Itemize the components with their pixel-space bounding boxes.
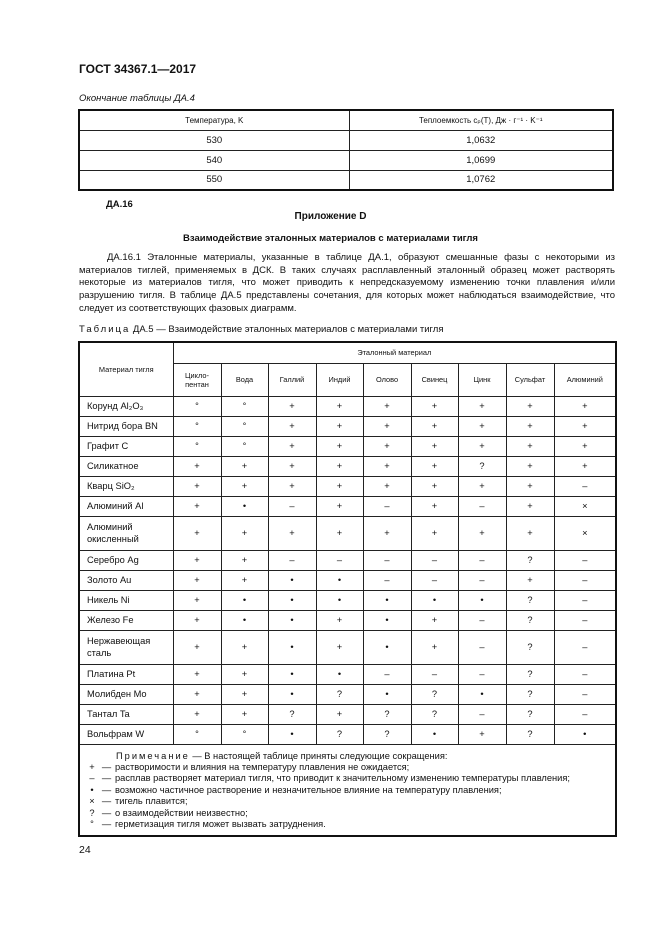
legend-text: растворимости и влияния на температуру плавления не ожидается; — [115, 761, 410, 772]
cell-crucible-material: Никель Ni — [79, 590, 173, 610]
cell-interaction: + — [363, 436, 411, 456]
cell-interaction: + — [221, 630, 268, 664]
legend-item — [86, 808, 607, 820]
cell-interaction: • — [554, 724, 616, 744]
cell-interaction: + — [268, 476, 316, 496]
cell-interaction: – — [411, 550, 458, 570]
cell-interaction: – — [554, 704, 616, 724]
cell-interaction: + — [173, 630, 221, 664]
cell-interaction: + — [268, 416, 316, 436]
note-label: Примечание — [116, 750, 190, 761]
cell-interaction: ° — [173, 724, 221, 744]
cell-interaction: + — [221, 664, 268, 684]
cell-interaction: ? — [506, 550, 554, 570]
cell-interaction: + — [173, 456, 221, 476]
table-row — [79, 550, 616, 570]
col-header-reference: Цинк — [458, 363, 506, 396]
cell-interaction: – — [458, 630, 506, 664]
cell-interaction: ? — [506, 664, 554, 684]
col-header-reference: Цикло- пентан — [173, 363, 221, 396]
cell-interaction: – — [458, 570, 506, 590]
cell-interaction: + — [173, 610, 221, 630]
cell-interaction: ? — [506, 684, 554, 704]
cell-interaction: + — [411, 496, 458, 516]
col-header-reference: Алюминий — [554, 363, 616, 396]
cell-interaction: • — [268, 724, 316, 744]
cell-interaction: • — [363, 590, 411, 610]
cell-interaction: + — [173, 570, 221, 590]
table-row — [79, 610, 616, 630]
cell-crucible-material: Нержавеющая сталь — [79, 630, 173, 664]
cell-interaction: – — [554, 664, 616, 684]
cell-interaction: + — [554, 456, 616, 476]
cell-crucible-material: Кварц SiO₂ — [79, 476, 173, 496]
cell-interaction: ? — [506, 590, 554, 610]
appendix-heading: Взаимодействие эталонных материалов с материалами тигля — [183, 233, 478, 244]
cell-heat-capacity: 1,0762 — [349, 170, 613, 190]
cell-interaction: • — [458, 590, 506, 610]
cell-interaction: + — [173, 550, 221, 570]
cell-crucible-material: Платина Pt — [79, 664, 173, 684]
cell-interaction: + — [363, 456, 411, 476]
table-note — [79, 744, 616, 836]
legend-dash: — — [101, 796, 112, 807]
cell-interaction: + — [316, 396, 363, 416]
table-note-row — [79, 744, 616, 836]
cell-interaction: + — [554, 436, 616, 456]
cell-interaction: + — [506, 416, 554, 436]
table-row — [79, 456, 616, 476]
legend-text: возможно частичное растворение и незначительное влияние на температуру плавления; — [115, 784, 502, 795]
cell-interaction: – — [458, 610, 506, 630]
cell-interaction: ? — [411, 684, 458, 704]
cell-interaction: + — [316, 704, 363, 724]
cell-interaction: + — [316, 610, 363, 630]
cell-interaction: ? — [268, 704, 316, 724]
cell-interaction: ° — [221, 436, 268, 456]
table-row — [79, 396, 616, 416]
cell-interaction: + — [316, 496, 363, 516]
cell-interaction: ° — [221, 396, 268, 416]
cell-interaction: + — [363, 516, 411, 550]
legend-symbol: ° — [90, 819, 94, 830]
cell-interaction: + — [221, 570, 268, 590]
legend-item — [86, 796, 607, 808]
table-da4-continuation — [78, 109, 614, 191]
note-title — [86, 751, 607, 761]
cell-interaction: + — [363, 396, 411, 416]
col-header-reference: Свинец — [411, 363, 458, 396]
cell-interaction: + — [221, 516, 268, 550]
cell-interaction: – — [268, 496, 316, 516]
cell-interaction: + — [506, 396, 554, 416]
table-row — [79, 516, 616, 550]
legend-symbol: • — [90, 784, 94, 795]
cell-temperature: 540 — [79, 150, 349, 170]
cell-interaction: – — [363, 664, 411, 684]
cell-interaction: + — [458, 396, 506, 416]
cell-interaction: • — [316, 664, 363, 684]
cell-temperature: 530 — [79, 130, 349, 150]
cell-temperature: 550 — [79, 170, 349, 190]
legend-dash: — — [101, 773, 112, 784]
cell-crucible-material: Силикатное — [79, 456, 173, 476]
legend-text: расплав растворяет материал тигля, что приводит к значительному изменению температуры плавления; — [115, 773, 570, 784]
legend-dash: — — [101, 819, 112, 830]
cell-interaction: ? — [363, 724, 411, 744]
table-row — [79, 664, 616, 684]
table-caption-label: Таблица — [79, 324, 131, 335]
cell-interaction: ? — [316, 724, 363, 744]
cell-crucible-material: Золото Au — [79, 570, 173, 590]
section-label: ДА.16 — [106, 199, 133, 210]
table-row — [79, 436, 616, 456]
note-intro: — В настоящей таблице приняты следующие сокращения: — [189, 750, 448, 761]
cell-interaction: – — [554, 684, 616, 704]
cell-interaction: + — [221, 704, 268, 724]
cell-interaction: • — [221, 610, 268, 630]
cell-interaction: + — [221, 550, 268, 570]
table-caption-text: ДА.5 — Взаимодействие эталонных материалов с материалами тигля — [130, 324, 444, 335]
cell-interaction: • — [411, 724, 458, 744]
table-row — [79, 170, 613, 190]
table-row — [79, 724, 616, 744]
cell-heat-capacity: 1,0632 — [349, 130, 613, 150]
cell-interaction: + — [316, 456, 363, 476]
cell-interaction: • — [268, 590, 316, 610]
cell-interaction: + — [458, 516, 506, 550]
table-row — [79, 496, 616, 516]
cell-interaction: • — [458, 684, 506, 704]
cell-interaction: + — [411, 516, 458, 550]
legend-symbol: ? — [89, 807, 95, 818]
cell-interaction: + — [411, 610, 458, 630]
cell-interaction: – — [411, 664, 458, 684]
cell-interaction: + — [458, 724, 506, 744]
cell-interaction: • — [268, 684, 316, 704]
cell-crucible-material: Серебро Ag — [79, 550, 173, 570]
col-header-reference: Вода — [221, 363, 268, 396]
table-row — [79, 590, 616, 610]
legend-symbol: × — [89, 796, 95, 807]
cell-crucible-material: Железо Fe — [79, 610, 173, 630]
col-header-temperature: Температура, K — [79, 110, 349, 130]
cell-interaction: – — [554, 610, 616, 630]
cell-interaction: + — [173, 684, 221, 704]
cell-interaction: + — [316, 516, 363, 550]
legend-text: герметизация тигля может вызвать затруднения. — [115, 819, 326, 830]
cell-crucible-material: Корунд Al₂O₃ — [79, 396, 173, 416]
cell-heat-capacity: 1,0699 — [349, 150, 613, 170]
cell-interaction: + — [173, 476, 221, 496]
cell-interaction: + — [173, 516, 221, 550]
col-header-reference: Индий — [316, 363, 363, 396]
cell-interaction: + — [221, 456, 268, 476]
cell-interaction: + — [411, 416, 458, 436]
cell-interaction: – — [363, 570, 411, 590]
cell-interaction: • — [268, 630, 316, 664]
table-row — [79, 476, 616, 496]
legend-symbol: – — [89, 773, 95, 784]
legend-text: тигель плавится; — [115, 796, 188, 807]
col-header-material: Материал тигля — [79, 342, 173, 396]
cell-interaction: – — [554, 550, 616, 570]
cell-crucible-material: Тантал Ta — [79, 704, 173, 724]
cell-interaction: + — [411, 396, 458, 416]
table-da5-caption — [79, 324, 444, 335]
cell-interaction: × — [554, 516, 616, 550]
table-row — [79, 630, 616, 664]
cell-interaction: + — [554, 416, 616, 436]
cell-interaction: – — [458, 550, 506, 570]
cell-interaction: ? — [506, 704, 554, 724]
col-header-heat-capacity: Теплоемкость cₚ(T), Дж · г⁻¹ · K⁻¹ — [349, 110, 613, 130]
table-row — [79, 150, 613, 170]
cell-interaction: + — [173, 590, 221, 610]
cell-interaction: + — [458, 476, 506, 496]
cell-interaction: ° — [173, 436, 221, 456]
cell-crucible-material: Алюминий окисленный — [79, 516, 173, 550]
table-da4-caption: Окончание таблицы ДА.4 — [79, 93, 195, 104]
col-header-reference: Олово — [363, 363, 411, 396]
cell-interaction: + — [316, 416, 363, 436]
cell-interaction: + — [506, 476, 554, 496]
cell-interaction: – — [554, 590, 616, 610]
legend-dash: — — [101, 807, 112, 818]
table-row — [79, 416, 616, 436]
col-header-reference: Сульфат — [506, 363, 554, 396]
legend-item — [86, 819, 607, 831]
cell-interaction: • — [363, 610, 411, 630]
table-row — [79, 130, 613, 150]
cell-interaction: • — [221, 496, 268, 516]
cell-interaction: – — [458, 664, 506, 684]
cell-interaction: • — [363, 684, 411, 704]
cell-interaction: + — [221, 684, 268, 704]
legend-item — [86, 773, 607, 785]
cell-interaction: + — [506, 496, 554, 516]
cell-interaction: + — [554, 396, 616, 416]
cell-interaction: – — [363, 496, 411, 516]
cell-interaction: • — [268, 610, 316, 630]
cell-crucible-material: Нитрид бора BN — [79, 416, 173, 436]
legend-dash: — — [101, 761, 112, 772]
cell-interaction: + — [268, 456, 316, 476]
cell-interaction: + — [268, 516, 316, 550]
table-row — [79, 570, 616, 590]
cell-interaction: • — [268, 664, 316, 684]
cell-interaction: • — [316, 570, 363, 590]
cell-crucible-material: Молибден Mo — [79, 684, 173, 704]
document-header: ГОСТ 34367.1—2017 — [79, 62, 197, 76]
cell-interaction: ° — [221, 724, 268, 744]
cell-interaction: – — [411, 570, 458, 590]
cell-crucible-material: Вольфрам W — [79, 724, 173, 744]
cell-interaction: + — [268, 396, 316, 416]
cell-interaction: + — [506, 570, 554, 590]
cell-interaction: ? — [411, 704, 458, 724]
cell-interaction: • — [411, 590, 458, 610]
cell-interaction: – — [458, 704, 506, 724]
table-row — [79, 704, 616, 724]
cell-interaction: + — [506, 456, 554, 476]
cell-interaction: + — [411, 630, 458, 664]
legend-symbol: + — [89, 761, 95, 772]
cell-interaction: + — [173, 664, 221, 684]
cell-interaction: + — [411, 436, 458, 456]
cell-interaction: + — [363, 476, 411, 496]
legend-dash: — — [101, 784, 112, 795]
cell-interaction: ? — [506, 610, 554, 630]
cell-interaction: + — [173, 496, 221, 516]
cell-interaction: ? — [506, 724, 554, 744]
cell-interaction: + — [316, 436, 363, 456]
cell-interaction: ? — [506, 630, 554, 664]
cell-crucible-material: Графит C — [79, 436, 173, 456]
group-header-reference-material: Эталонный материал — [173, 342, 616, 363]
cell-interaction: ? — [458, 456, 506, 476]
cell-interaction: ? — [316, 684, 363, 704]
cell-interaction: – — [363, 550, 411, 570]
legend-text: о взаимодействии неизвестно; — [115, 807, 248, 818]
cell-interaction: ° — [221, 416, 268, 436]
table-da5 — [78, 341, 617, 837]
cell-interaction: + — [458, 436, 506, 456]
cell-interaction: ° — [173, 416, 221, 436]
cell-interaction: + — [221, 476, 268, 496]
legend-item — [86, 762, 607, 774]
legend-item — [86, 785, 607, 797]
cell-interaction: + — [363, 416, 411, 436]
cell-interaction: ° — [173, 396, 221, 416]
cell-interaction: + — [316, 476, 363, 496]
cell-interaction: + — [506, 516, 554, 550]
cell-interaction: – — [268, 550, 316, 570]
cell-interaction: + — [268, 436, 316, 456]
appendix-title: Приложение D — [294, 211, 367, 222]
cell-interaction: • — [363, 630, 411, 664]
cell-interaction: × — [554, 496, 616, 516]
cell-interaction: + — [506, 436, 554, 456]
col-header-reference: Галлий — [268, 363, 316, 396]
cell-interaction: – — [554, 630, 616, 664]
cell-interaction: + — [411, 476, 458, 496]
cell-interaction: – — [316, 550, 363, 570]
cell-interaction: ? — [363, 704, 411, 724]
cell-interaction: – — [554, 476, 616, 496]
cell-interaction: + — [316, 630, 363, 664]
cell-crucible-material: Алюминий Al — [79, 496, 173, 516]
cell-interaction: • — [268, 570, 316, 590]
cell-interaction: • — [316, 590, 363, 610]
cell-interaction: + — [411, 456, 458, 476]
table-row — [79, 684, 616, 704]
cell-interaction: • — [221, 590, 268, 610]
page-number: 24 — [79, 844, 91, 856]
cell-interaction: + — [173, 704, 221, 724]
cell-interaction: + — [458, 416, 506, 436]
cell-interaction: – — [554, 570, 616, 590]
body-paragraph: ДА.16.1 Эталонные материалы, указанные в таблице ДА.1, образуют смешанные фазы с некоторыми из материалов тиглей, применяемых в ДСК. В таких случаях расплавленный эталонный образец может растворять некоторые из материалов тигля, что может приводить к непредсказуемому изменению точки плавления и/или разрушению тигля. В таблице ДА.5 представлены сочетания, для которых может наблюдаться взаимодействие, что следует из соответствующих фазовых диаграмм. — [79, 252, 615, 314]
cell-interaction: – — [458, 496, 506, 516]
